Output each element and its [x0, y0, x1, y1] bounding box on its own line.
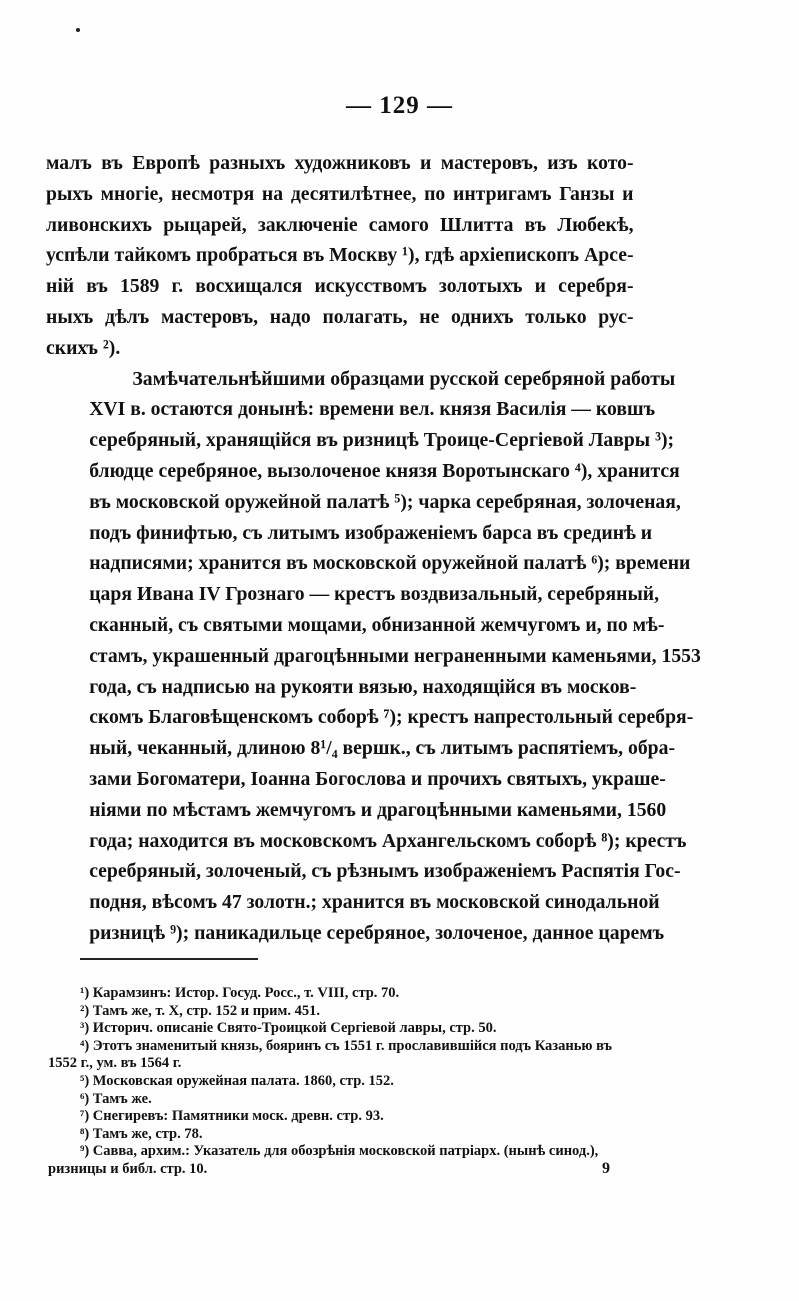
page-number: — 129 — — [346, 92, 453, 119]
footnote: ⁸) Тамъ же, стр. 78. — [80, 1125, 203, 1142]
footnote-divider — [80, 958, 258, 960]
text-line: серебряный, золоченый, съ рѣзнымъ изображеніемъ Распятія Гос- — [89, 860, 681, 883]
footnote: ⁶) Тамъ же. — [80, 1090, 152, 1107]
signature-mark: 9 — [602, 1160, 610, 1177]
text-line: скомъ Благовѣщенскомъ соборѣ ⁷); крестъ напрестольный серебря- — [89, 706, 694, 729]
text-line: надписями; хранится въ московской оружейной палатѣ ⁶); времени — [89, 552, 691, 575]
text-line: рыхъ многіе, несмотря на десятилѣтнее, по интригамъ Ганзы и — [46, 182, 634, 205]
text-line: малъ въ Европѣ разныхъ художниковъ и мастеровъ, изъ кото- — [46, 152, 634, 174]
body-text — [46, 148, 701, 949]
text-line: года, съ надписью на рукояти вязью, находящійся въ москов- — [89, 675, 637, 698]
paragraph-2 — [46, 364, 701, 949]
text-line: зами Богоматери, Іоанна Богослова и прочихъ святыхъ, украше- — [89, 767, 666, 790]
text-line: скихъ ²). — [46, 336, 121, 359]
footnote: ⁵) Московская оружейная палата. 1860, стр. 152. — [80, 1072, 394, 1089]
text-line: XVI в. остаются донынѣ: времени вел. князя Василія — ковшъ — [89, 398, 656, 421]
text-line: ризницѣ ⁹); паникадильце серебряное, золоченое, данное царемъ — [89, 921, 665, 944]
footnote: ²) Тамъ же, т. X, стр. 152 и прим. 451. — [80, 1002, 321, 1019]
footnote: ⁴) Этотъ знаменитый князь, бояринъ съ 1551 г. прославившійся подъ Казанью въ — [80, 1037, 613, 1054]
text-line: подъ финифтью, съ литымъ изображеніемъ барса въ срединѣ и — [89, 521, 653, 544]
footnote-continuation: 1552 г., ум. въ 1564 г. — [48, 1055, 182, 1072]
paragraph-1 — [46, 148, 634, 364]
text-line: успѣли тайкомъ пробраться въ Москву ¹), гдѣ архіепископъ Арсе- — [46, 244, 634, 267]
text-line: стамъ, украшенный драгоцѣнными неграненными каменьями, 1553 — [89, 644, 701, 667]
footnote: ⁹) Савва, архим.: Указатель для обозрѣнія московской патріарх. (нынѣ синод.), — [80, 1143, 599, 1160]
text-line: сканный, съ святыми мощами, обнизанной жемчугомъ и, по мѣ- — [89, 613, 665, 636]
text-line: ливонскихъ рыцарей, заключеніе самого Шлитта въ Любекѣ, — [46, 213, 634, 236]
text-line: царя Ивана IV Грознаго — крестъ воздвизальный, серебряный, — [89, 583, 660, 606]
text-line: ный, чеканный, длиною 8¹/₄ вершк., съ литымъ распятіемъ, обра- — [89, 737, 676, 760]
text-line: блюдце серебряное, вызолоченое князя Воротынскаго ⁴), хранится — [89, 459, 680, 482]
text-line: ныхъ дѣлъ мастеровъ, надо полагать, не однихъ только рус- — [46, 305, 634, 328]
text-line: ніями по мѣстамъ жемчугомъ и драгоцѣнными каменьями, 1560 — [89, 798, 667, 821]
footnote: ³) Историч. описаніе Свято-Троицкой Сергіевой лавры, стр. 50. — [80, 1020, 497, 1037]
text-line: въ московской оружейной палатѣ ⁵); чарка серебряная, золоченая, — [89, 490, 681, 513]
text-line: ній въ 1589 г. восхищался искусствомъ золотыхъ и серебря- — [46, 275, 634, 298]
ink-speck — [76, 28, 80, 32]
footnotes — [48, 985, 668, 1179]
footnote: ⁷) Снегиревъ: Памятники моск. древн. стр. 93. — [80, 1108, 384, 1125]
footnote: ¹) Карамзинъ: Истор. Госуд. Росс., т. VIII, стр. 70. — [80, 985, 400, 1001]
text-line: года; находится въ московскомъ Архангельскомъ соборѣ ⁸); крестъ — [89, 829, 687, 852]
text-line: серебряный, хранящійся въ ризницѣ Троице-Сергіевой Лавры ³); — [89, 429, 675, 452]
footnote-continuation: ризницы и библ. стр. 10. — [48, 1160, 208, 1177]
text-line: подня, вѣсомъ 47 золотн.; хранится въ московской синодальной — [89, 891, 660, 914]
text-line: Замѣчательнѣйшими образцами русской серебряной работы — [132, 367, 676, 390]
